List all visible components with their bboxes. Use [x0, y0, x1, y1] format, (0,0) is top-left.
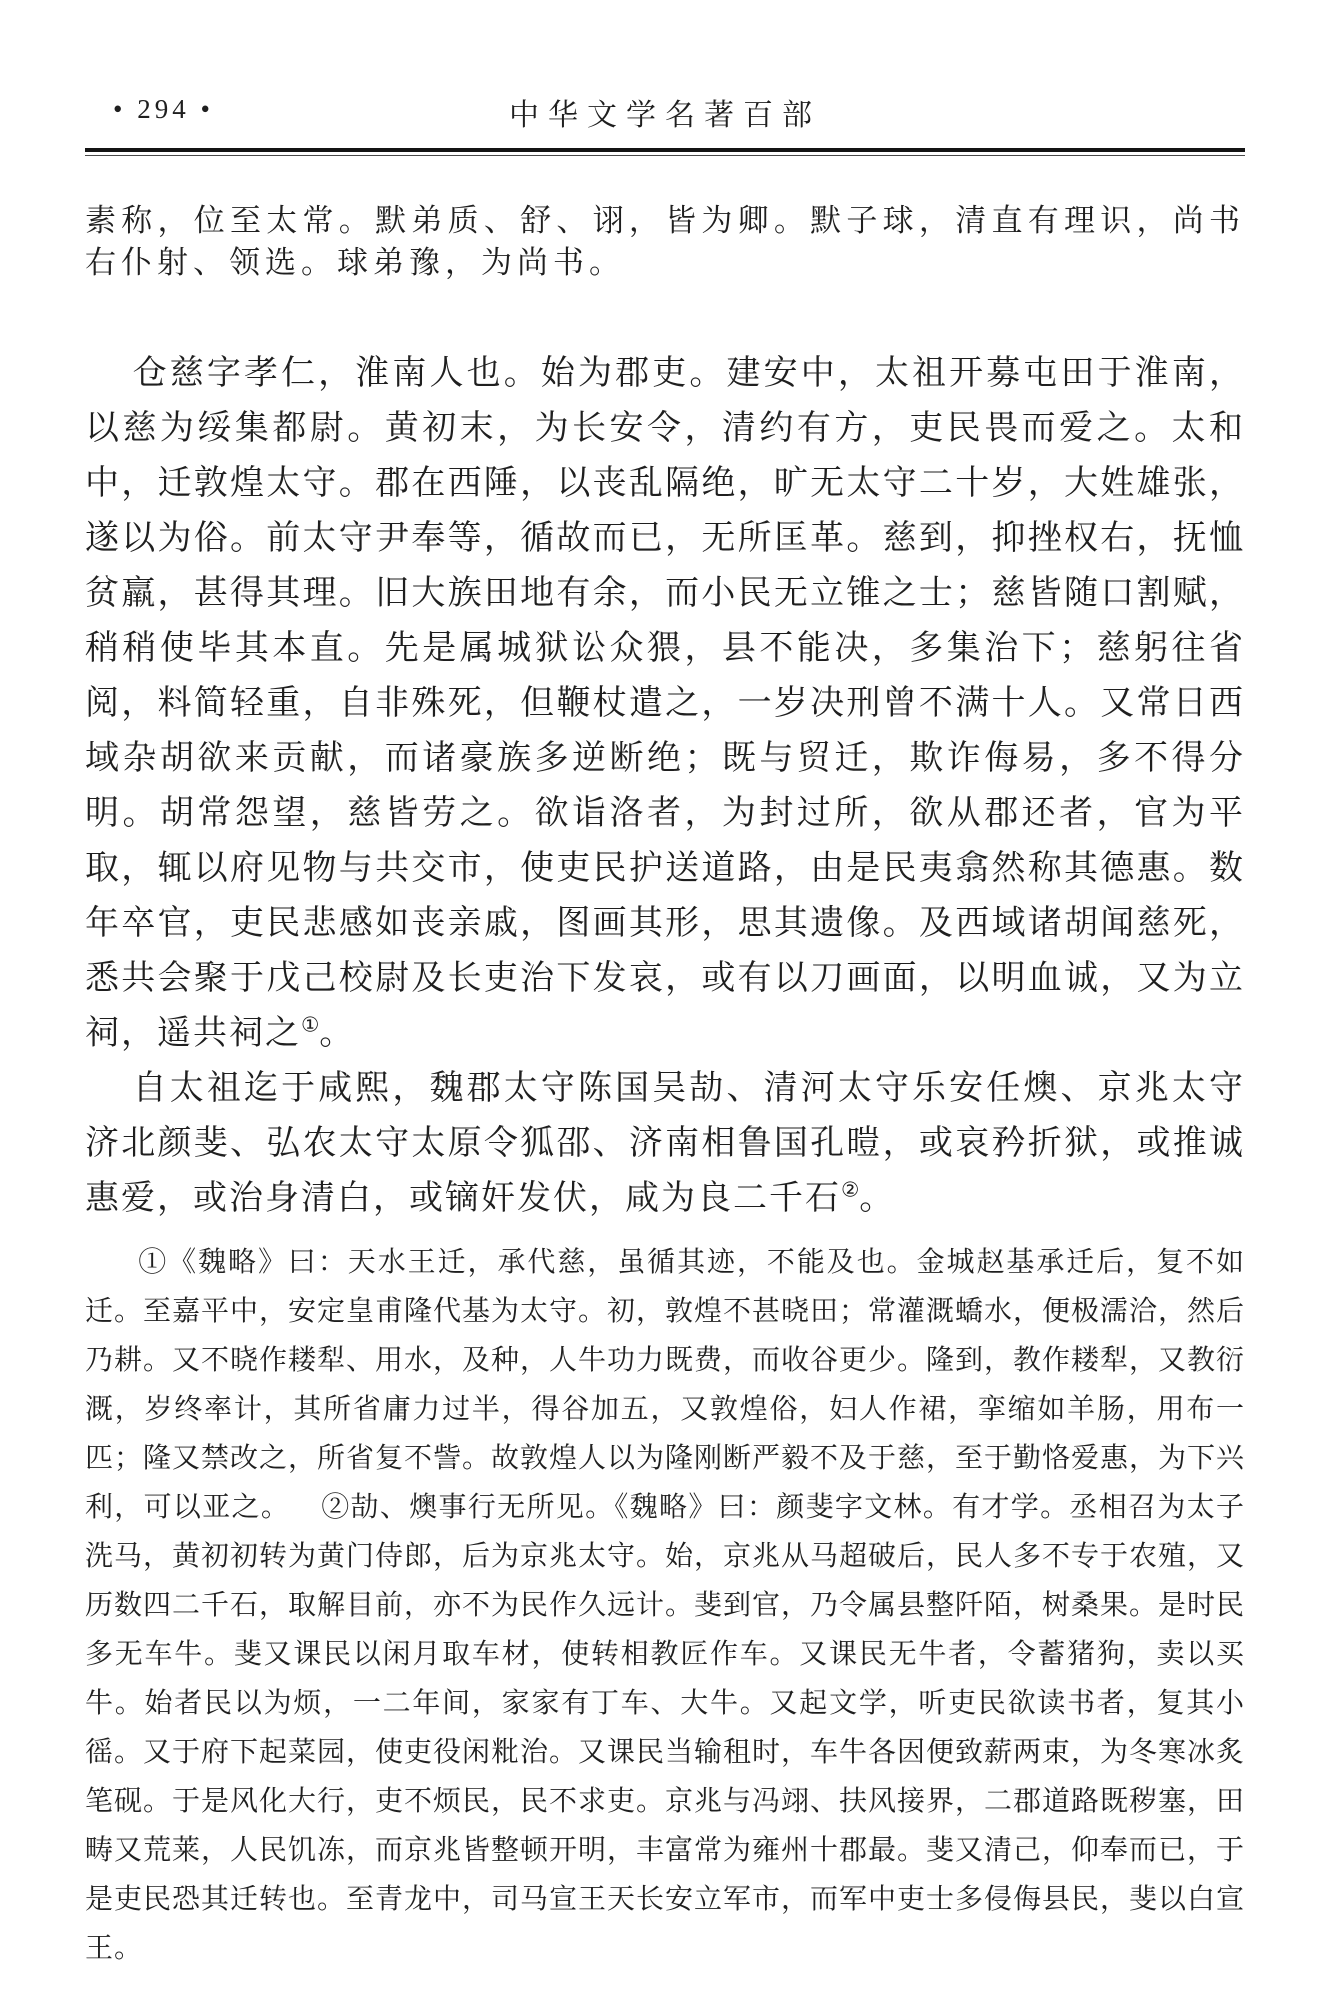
header-rule-thin	[85, 155, 1245, 156]
paragraph-good-governors	[85, 1061, 1245, 1226]
running-head	[85, 88, 1245, 132]
book-title: 中华文学名著百部	[509, 99, 821, 132]
paragraph-2-tail: 。	[859, 1180, 896, 1217]
footnote-ref-2: ②	[841, 1179, 860, 1202]
page-number: • 294 •	[113, 94, 214, 124]
paragraph-1-tail: 。	[319, 1015, 356, 1052]
paragraph-cangci-biography	[85, 346, 1245, 1061]
paragraph-1-text: 仓慈字孝仁，淮南人也。始为郡吏。建安中，太祖开募屯田于淮南，以慈为绥集都尉。黄初末，为长安令，清约有方，吏民畏而爱之。太和中，迁敦煌太守。郡在西陲，以丧乱隔绝，旷无太守二十岁，大姓雄张，遂以为俗。前太守尹奉等，循故而已，无所匡革。慈到，抑挫权右，抚恤贫羸，甚得其理。旧大族田地有余，而小民无立锥之士；慈皆随口割赋，稍稍使毕其本直。先是属城狱讼众猥，县不能决，多集治下；慈躬往省阅，料简轻重，自非殊死，但鞭杖遣之，一岁决刑曾不满十人。又常日西域杂胡欲来贡献，而诸豪族多逆断绝；既与贸迁，欺诈侮易，多不得分明。胡常怨望，慈皆劳之。欲诣洛者，为封过所，欲从郡还者，官为平取，辄以府见物与共交市，使吏民护送道路，由是民夷翕然称其德惠。数年卒官，吏民悲感如丧亲戚，图画其形，思其遗像。及西域诸胡闻慈死，悉共会聚于戊己校尉及长吏治下发哀，或有以刀画面，以明血诚，又为立祠，遥共祠之	[85, 355, 1245, 1052]
footnote-2-weilue: ②劼、燠事行无所见。《魏略》曰：颜斐字文林。有才学。丞相召为太子洗马，黄初初转为黄门侍郎，后为京兆太守。始，京兆从马超破后，民人多不专于农殖，又历数四二千石，取解目前，亦不为民作久远计。斐到官，乃令属县整阡陌，树桑果。是时民多无车牛。斐又课民以闲月取车材，使转相教匠作车。又课民无牛者，令蓄猪狗，卖以买牛。始者民以为烦，一二年间，家家有丁车、大牛。又起文学，听吏民欲读书者，复其小徭。又于府下起菜园，使吏役闲粃治。又课民当输租时，车牛各因便致薪两束，为冬寒冰炙笔砚。于是风化大行，吏不烦民，民不求吏。京兆与冯翊、扶风接界，二郡道路既秽塞，田畴又荒莱，人民饥冻，而京兆皆整顿开明，丰富常为雍州十郡最。斐又清己，仰奉而已，于是吏民恐其迁转也。至青龙中，司马宣王天长安立军市，而军中吏士多侵侮县民，斐以白宣王。	[85, 1492, 1246, 1964]
footnote-1-weilue: ①《魏略》曰：天水王迁，承代慈，虽循其迹，不能及也。金城赵基承迁后，复不如迁。至嘉平中，安定皇甫隆代基为太守。初，敦煌不甚晓田；常灌溉蟜水，便极濡洽，然后乃耕。又不晓作耧犁、用水，及种，人牛功力既费，而收谷更少。隆到，教作耧犁，又教衍溉，岁终率计，其所省庸力过半，得谷加五，又敦煌俗，妇人作裙，挛缩如羊肠，用布一匹；隆又禁改之，所省复不訾。故敦煌人以为隆刚断严毅不及于慈，至于勤恪爱惠，为下兴利，可以亚之。	[85, 1247, 1246, 1523]
paragraph-2-text: 自太祖迄于咸熙，魏郡太守陈国吴劼、清河太守乐安任燠、京兆太守济北颜斐、弘农太守太原令狐邵、济南相鲁国孔暟，或哀矜折狱，或推诚惠爱，或治身清白，或镝奸发伏，咸为良二千石	[85, 1070, 1245, 1217]
page-content	[85, 88, 1245, 1973]
paragraph-continuation: 素称，位至太常。默弟质、舒、诩，皆为卿。默子球，清直有理识，尚书右仆射、领选。球弟豫，为尚书。	[85, 203, 1245, 280]
footnote-ref-1: ①	[301, 1014, 320, 1037]
header-rule-thick	[85, 148, 1245, 152]
footnotes-block	[85, 1238, 1245, 1973]
